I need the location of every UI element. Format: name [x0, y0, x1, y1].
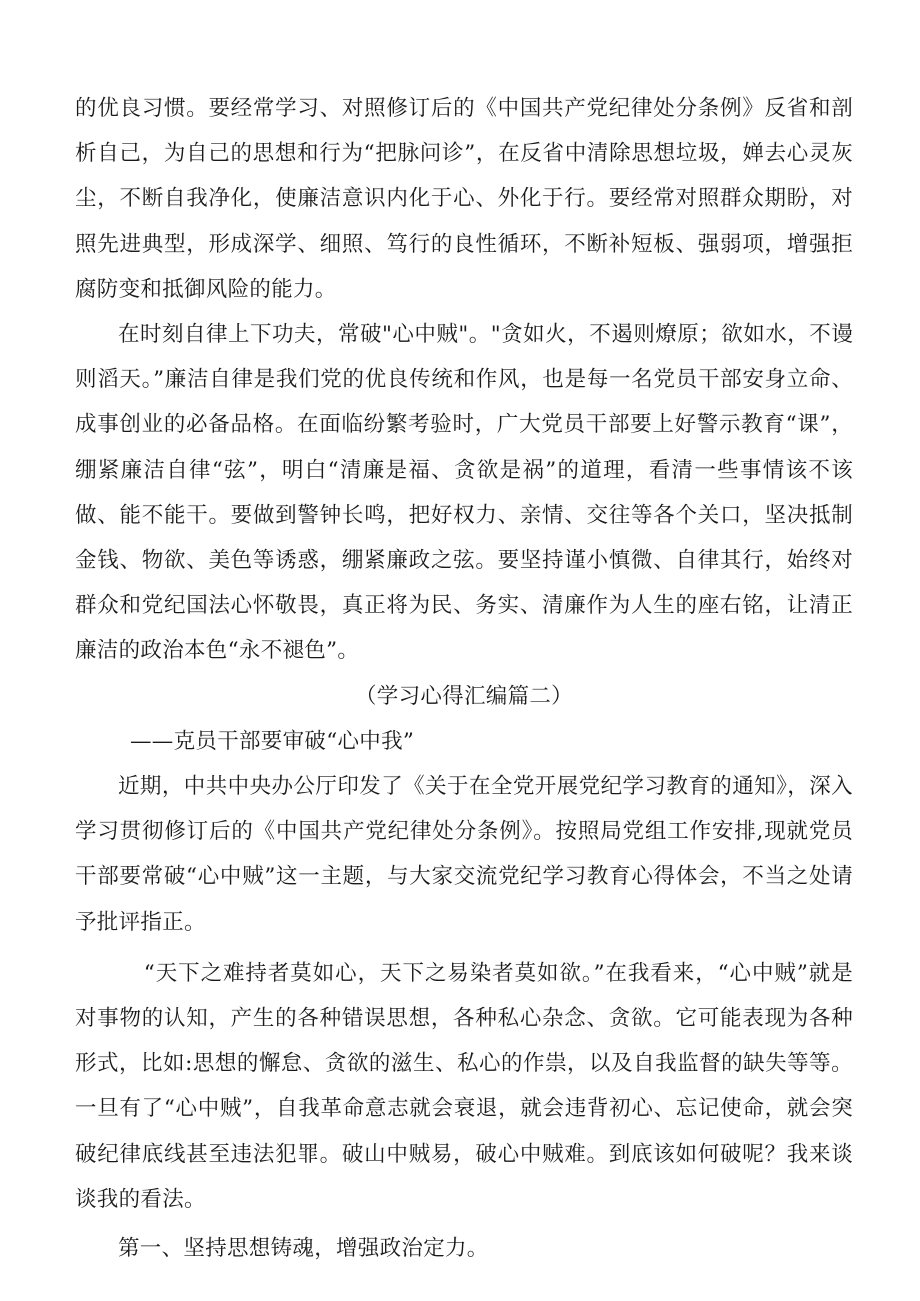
document-page	[75, 86, 853, 1271]
paragraph-2: 在时刻自律上下功夫，常破"心中贼"。"贪如火，不遏则燎原；欲如水，不谩则滔天。”廉洁自律是我们党的优良传统和作风，也是每一名党员干部安身立命、成事创业的必备品格。在面临纷繁考验时，广大党员干部要上好警示教育“课”，绷紧廉洁自律“弦”，明白“清廉是福、贪欲是祸”的道理，看清一些事情该不该做、能不能干。要做到警钟长鸣，把好权力、亲情、交往等各个关口，坚决抵制金钱、物欲、美色等诱惑，绷紧廉政之弦。要坚持谨小慎微、自律其行，始终对群众和党纪国法心怀敬畏，真正将为民、务实、清廉作为人生的座右铭，让清正廉洁的政治本色“永不褪色”。	[75, 322, 853, 664]
paragraph-5: 第一、坚持思想铸魂，增强政治定力。	[118, 1236, 489, 1262]
section-heading: （学习心得汇编篇二）	[354, 683, 573, 709]
paragraph-3: 近期，中共中央办公厅印发了《关于在全党开展党纪学习教育的通知》，深入学习贯彻修订后的《中国共产党纪律处分条例》。按照局党组工作安排,现就党员干部要常破“心中贼”这一主题，与大家交流党纪学习教育心得体会，不当之处请予批评指正。	[75, 774, 853, 935]
section-subtitle: ——克员干部要审破“心中我”	[130, 728, 415, 754]
paragraph-1: 的优良习惯。要经常学习、对照修订后的《中国共产党纪律处分条例》反省和剖析自己，为自己的思想和行为“把脉问诊”，在反省中清除思想垃圾，婵去心灵灰尘，不断自我净化，使廉洁意识内化于心、外化于行。要经常对照群众期盼，对照先进典型，形成深学、细照、笃行的良性循环，不断补短板、强弱项，增强拒腐防变和抵御风险的能力。	[75, 96, 853, 302]
paragraph-4: “天下之难持者莫如心，天下之易染者莫如欲。”在我看来，“心中贼”就是对事物的认知，产生的各种错误思想，各种私心杂念、贪欲。它可能表现为各种形式，比如:思想的懈怠、贪欲的滋生、私心的作祟，以及自我监督的缺失等等。一旦有了“心中贼”，自我革命意志就会衰退，就会违背初心、忘记使命，就会突破纪律底线甚至违法犯罪。破山中贼易，破心中贼难。到底该如何破呢？我来谈谈我的看法。	[75, 960, 853, 1212]
